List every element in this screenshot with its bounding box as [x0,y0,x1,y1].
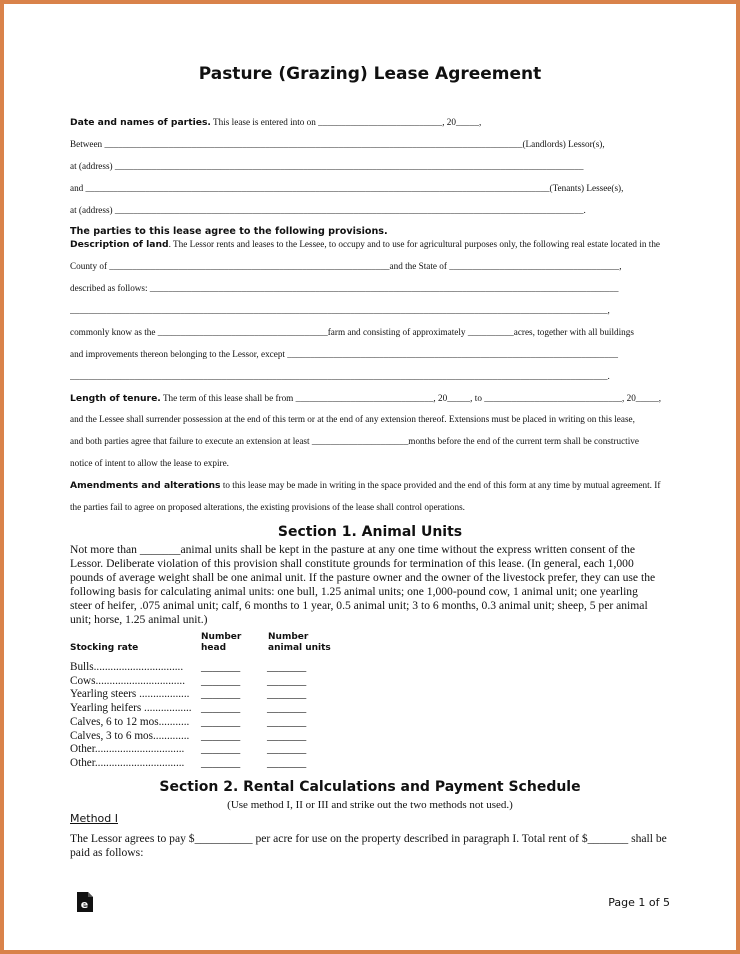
amendments-line [70,480,670,491]
date-line [70,117,670,128]
document-page [4,4,736,950]
tenure-line [70,393,670,404]
row-units-blank[interactable]: _______ [267,661,307,673]
lessor-address-line: at (address) ______________________________________________________________________________________________________ [70,161,584,171]
row-label: Other................................ [70,743,185,756]
row-label: Cows................................ [70,674,185,687]
tenure-line-4: notice of intent to allow the lease to expire. [70,458,229,468]
land-heading: Description of land [70,239,169,250]
row-head-blank[interactable]: _______ [201,743,241,756]
section1-paragraph: Not more than _______animal units shall be kept in the pasture at any one time without the express written consent of the Lessor. Deliberate violation of this provision shall constitute grounds for termination of this lease. (In general, each 1,000 pounds of average weight shall be one animal unit. If the pasture owner and the owner of the livestock prefer, they can use the following basis for calculating animal units: one bull, 1.25 animal units; one 1,000-pound cow, 1 animal unit; one yearling steer of heifer, .075 animal unit; calf, 6 months to 1 year, 0.5 animal unit; 3 to 6 months, 0.3 animal unit; sheep, 5 per animal unit; horse, 1.25 animal unit.) [70,543,656,626]
blank-line-2: _____________________________________________________________________________________________________________________. [70,371,610,381]
row-units-blank[interactable]: _______ [267,729,307,742]
row-label: Yearling steers .................. [70,688,190,701]
blank-line: _____________________________________________________________________________________________________________________, [70,305,610,315]
row-units-blank[interactable]: _______ [267,702,307,715]
logo-letter: e [80,898,89,911]
known-as-line: commonly know as the _____________________________________farm and consisting of approximately __________acres, together with all buildings [70,327,634,337]
row-head-blank[interactable]: _______ [201,661,241,673]
section2-title: Section 2. Rental Calculations and Payment Schedule [159,779,581,795]
lessee-address-line: at (address) ______________________________________________________________________________________________________. [70,205,586,215]
row-units-blank[interactable]: _______ [267,688,307,701]
row-label: Other................................ [70,756,185,769]
row-label: Calves, 3 to 6 mos............. [70,729,190,742]
row-label: Calves, 6 to 12 mos........... [70,715,190,728]
row-head-blank[interactable]: _______ [201,729,241,742]
between-line: Between ___________________________________________________________________________________________(Landlords) Lessor(s), [70,139,605,149]
improvements-line: and improvements thereon belonging to the Lessor, except ________________________________________________________________________ [70,349,619,359]
logo-icon [76,891,94,913]
county-line: County of _____________________________________________________________and the State of _____________________________________, [70,261,622,271]
land-text: . The Lessor rents and leases to the Lessee, to occupy and to use for agricultural purposes only, the following real estate located in the [168,239,660,249]
row-head-blank[interactable]: _______ [201,715,241,728]
table-row [70,756,307,772]
col-number-head: Number head [201,632,242,653]
and-line: and _____________________________________________________________________________________________________(Tenants) Lessee(s), [70,183,624,193]
amendments-line-2: the parties fail to agree on proposed alterations, the existing provisions of the lease shall control operations. [70,502,465,512]
row-label: Bulls................................ [70,661,184,673]
section2-paragraph: The Lessor agrees to pay $__________ per acre for use on the property described in paragraph I. Total rent of $_______ shall be paid as follows: [70,832,667,859]
row-units-blank[interactable]: _______ [267,756,307,769]
row-units-blank[interactable]: _______ [267,674,307,687]
described-line: described as follows: ______________________________________________________________________________________________________ [70,283,619,293]
parties-heading: Date and names of parties. [70,117,211,128]
row-head-blank[interactable]: _______ [201,702,241,715]
date-text: This lease is entered into on ___________________________, 20_____, [210,117,482,127]
land-description-line [70,239,670,250]
amendments-heading: Amendments and alterations [70,480,221,491]
col-number-units: Number animal units [268,632,331,653]
tenure-line-3: and both parties agree that failure to execute an extension at least _____________________months before the end of the current term shall be constructive [70,436,639,446]
section2-subtitle: (Use method I, II or III and strike out the two methods not used.) [227,799,513,811]
tenure-text: The term of this lease shall be from ______________________________, 20_____, to ______________________________, 20_____, [160,393,662,403]
col-stocking-rate: Stocking rate [70,643,139,653]
tenure-line-2: and the Lessee shall surrender possession at the end of this term or at the end of any extension thereof. Extensions must be placed in writing on this lease, [70,414,635,424]
row-head-blank[interactable]: _______ [201,674,241,687]
amendments-text: to this lease may be made in writing in the space provided and the end of this form at any time by mutual agreement. If [220,480,661,490]
method-label: Method I [70,812,118,825]
row-head-blank[interactable]: _______ [201,688,241,701]
section1-title: Section 1. Animal Units [277,524,463,540]
provisions-heading: The parties to this lease agree to the following provisions. [70,226,388,237]
page-number: Page 1 of 5 [608,896,670,909]
row-head-blank[interactable]: _______ [201,756,241,769]
row-units-blank[interactable]: _______ [267,715,307,728]
document-title: Pasture (Grazing) Lease Agreement [198,64,542,84]
tenure-heading: Length of tenure. [70,393,161,404]
row-label: Yearling heifers ................. [70,702,192,715]
row-units-blank[interactable]: _______ [267,743,307,756]
